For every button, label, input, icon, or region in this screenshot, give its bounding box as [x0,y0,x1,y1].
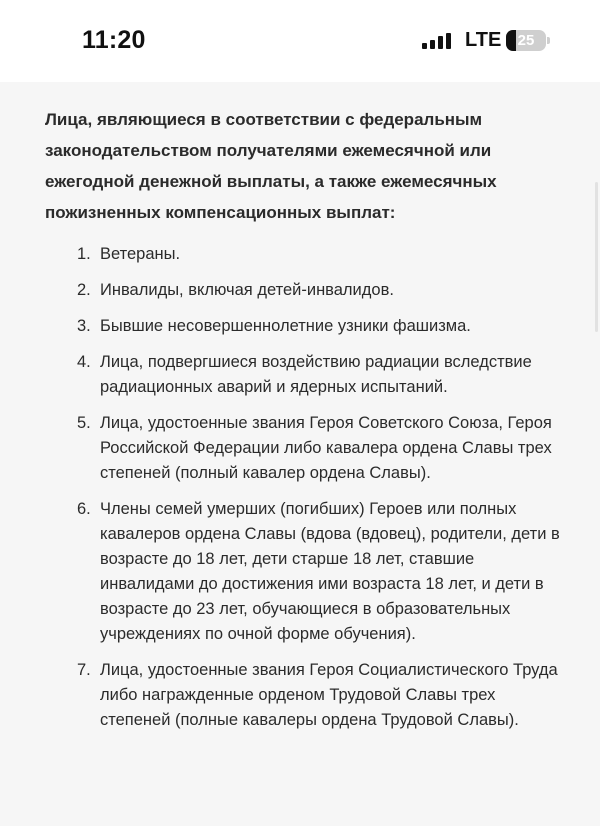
list-item [0,242,600,267]
list-item [0,278,600,303]
list-item [0,411,600,486]
article-heading: Лица, являющиеся в соответствии с федеральным законодательством получателями ежемесячной или ежегодной денежной выплаты, а также ежемесячных пожизненных компенсационных выплат: [45,110,497,222]
list-item-number: 4. [77,353,91,371]
status-time: 11:20 [82,26,146,54]
list-item [0,350,600,400]
cellular-signal-icon [422,33,454,49]
list-item-number: 7. [77,661,91,679]
list-item-text: Бывшие несовершеннолетние узники фашизма. [100,317,471,335]
list-item-number: 1. [77,245,91,263]
list-item-text: Лица, подвергшиеся воздействию радиации вследствие радиационных аварий и ядерных испытаний. [100,353,532,396]
battery-icon [506,30,546,51]
article-content[interactable] [0,82,600,826]
list-item-number: 6. [77,500,91,518]
list-item [0,497,600,647]
status-bar [0,0,600,82]
list-item-text: Лица, удостоенные звания Героя Социалистического Труда либо награжденные орденом Трудовой Славы трех степеней (полные кавалеры ордена Трудовой Славы). [100,661,558,729]
battery-level: 25 [517,32,535,49]
list-item-text: Инвалиды, включая детей-инвалидов. [100,281,394,299]
beneficiaries-list [0,242,600,744]
list-item-text: Ветераны. [100,245,181,263]
list-item [0,314,600,339]
list-item-text: Члены семей умерших (погибших) Героев или полных кавалеров ордена Славы (вдова (вдовец), родители, дети в возрасте до 18 лет, дети старше 18 лет, ставшие инвалидами до достижения ими возраста 18 лет, и дети в возрасте до 23 лет, обучающиеся в образовательных учреждениях по очной форме обучения). [100,500,560,643]
list-item-number: 2. [77,281,91,299]
list-item [0,658,600,733]
battery-cap [547,37,550,44]
list-item-number: 5. [77,414,91,432]
list-item-number: 3. [77,317,91,335]
scrollbar[interactable] [595,182,598,332]
network-type: LTE [465,29,502,51]
list-item-text: Лица, удостоенные звания Героя Советского Союза, Героя Российской Федерации либо кавалера ордена Славы трех степеней (полный кавалер ордена Славы). [100,414,552,482]
